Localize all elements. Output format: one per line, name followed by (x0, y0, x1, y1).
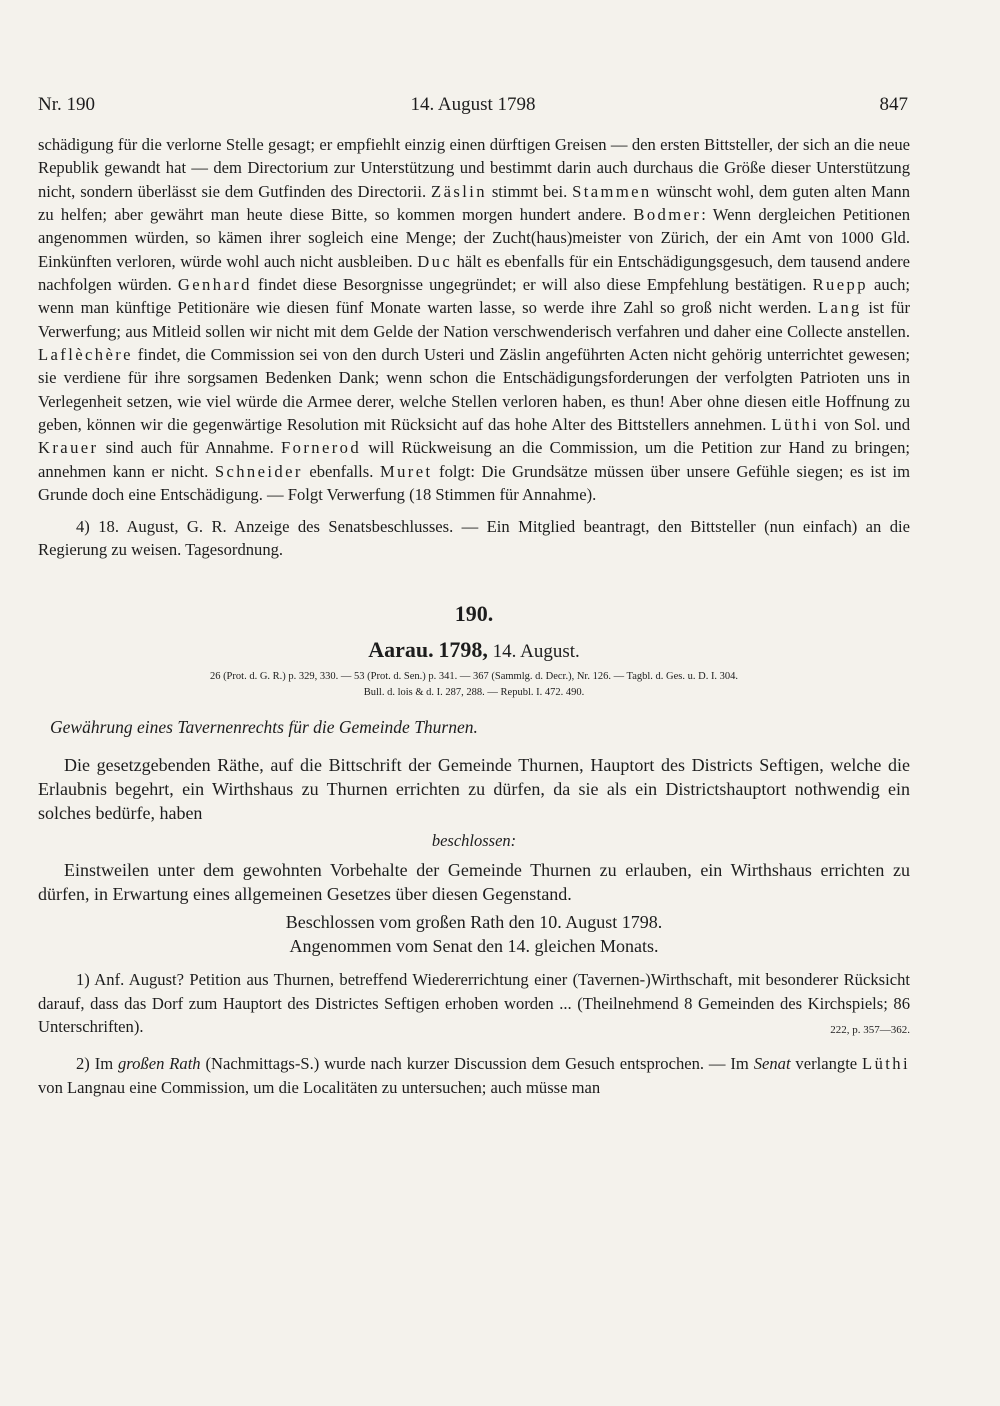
debate-text: will Rückweisung an die Commission, um die Petition zur Hand zu bringen; annehmen kann er nicht. (38, 438, 910, 481)
italic-term: großen Rath (118, 1054, 201, 1074)
debate-text: ist für Verwerfung; aus Mitleid sollen wir nicht mit dem Gelde der Nation verschwenderisch verfahren und daher eine Collecte anstellen. (38, 298, 910, 341)
speaker-name: Fornerod (281, 438, 362, 458)
debate-text: folgt: Die Grundsätze müssen über unsere Gefühle siegen; es ist im Grunde doch eine Entschädigung. — Folgt Verwerfung (18 Stimmen für Annahme). (38, 461, 910, 505)
note-text: verlangte (790, 1054, 863, 1074)
footnote-1-text: 1) Anf. August? Petition aus Thurnen, betreffend Wiedererrichtung einer (Tavernen-)Wirthschaft, mit besonderer Rücksicht darauf, dass das Dorf zum Hauptort des Districtes Seftigen erhoben worden ... (Theilnehmend 8 Gemeinden des Kirchspiels; 86 Unterschriften). (38, 970, 910, 1036)
footnote-2 (38, 1052, 910, 1099)
debate-text: von Sol. und (819, 415, 910, 435)
document-number: 190. (454, 601, 494, 627)
debate-text: sind auch für Annahme. (98, 438, 282, 458)
debate-text: schädigung für die verlorne Stelle gesagt; er empfiehlt einzig einen dürftigen Greisen — den ersten Bittsteller, der sich an die neue Republik gewandt hat — dem Directorium zur Unterstützung und bestimmt darin auch durchaus die Größe dieser Unterstützung nicht, sondern überlässt sie dem Gutfinden des Directorii. (38, 135, 910, 201)
passed-great-council: Beschlossen vom großen Rath den 10. August 1798. (285, 912, 663, 933)
note-item-4: 4) 18. August, G. R. Anzeige des Senatsbeschlusses. — Ein Mitglied beantragt, den Bittsteller (nun einfach) an die Regierung zu weisen. Tagesordnung. (38, 516, 910, 559)
speaker-name: Genhard (177, 275, 252, 295)
source-references (38, 669, 910, 701)
speaker-name: Ruepp (812, 275, 868, 295)
debate-text: stimmt bei. (486, 181, 573, 201)
speaker-name: Muret (379, 461, 433, 481)
speaker-name: Duc (417, 251, 453, 271)
debate-text: findet diese Besorgnisse ungegründet; er will also diese Empfehlung bestätigen. (251, 275, 813, 295)
speaker-name: Laflèchère (38, 345, 133, 365)
debate-text: auch; wenn man künftige Petitionäre wie diesen fünf Monate warten lasse, so werde ihre Zahl so groß nicht werden. (38, 275, 910, 318)
document-number-header: Nr. 190 (38, 94, 95, 115)
year: 1798, (438, 637, 488, 663)
note-text: (Nachmittags-S.) wurde nach kurzer Discussion dem Gesuch entsprochen. — Im (200, 1054, 754, 1074)
debate-text: findet, die Commission sei von den durch Usteri und Zäslin angeführten Acten nicht gehörig unterrichtet gewesen; sie verdiene für ihre sorgsamen Bedenken Dank; wenn schon die Entschädigungsforderungen der verfolgten Patrioten uns in Verlegenheit setzen, wie viel würde die Armee derer, welche Stellen verloren haben, es thun! Aber ohne diesen eitle Hoffnung zu geben, können wir die gegenwärtige Resolution mit Rücksicht auf das hohe Alter des Bittstellers annehmen. (38, 345, 910, 435)
decree-preamble: Die gesetzgebenden Räthe, auf die Bittschrift der Gemeinde Thurnen, Hauptort des Districts Seftigen, welche die Erlaubnis begehrt, ein Wirthshaus zu Thurnen errichten zu dürfen, da sie als ein Districtshauptort nothwendig ein solches bedürfe, haben (38, 755, 910, 824)
debate-text: : Wenn dergleichen Petitionen angenommen würden, so kämen ihrer sogleich eine Menge; der Zucht(haus)meister von Zürich, der ein Amt von 1000 Gld. Einkünften verloren, würde wohl auch nicht ausbleiben. (38, 205, 910, 271)
footnote-1-reference: 222, p. 357—362. (830, 1023, 910, 1036)
page-body (38, 133, 910, 1099)
running-header (38, 94, 908, 118)
decree-decision: Einstweilen unter dem gewohnten Vorbehalte der Gemeinde Thurnen zu erlauben, ein Wirthshaus errichten zu dürfen, in Erwartung eines allgemeinen Gesetzes über diesen Gegenstand. (38, 860, 910, 905)
speaker-name: Krauer (38, 438, 99, 458)
resolved-heading: beschlossen: (431, 831, 517, 851)
source-line-2: Bull. d. lois & d. I. 287, 288. — Republ. I. 472. 490. (363, 687, 585, 699)
place-name: Aarau. (368, 637, 434, 663)
speaker-name: Lüthi (771, 415, 820, 435)
speaker-name: Lang (818, 298, 862, 318)
debate-paragraph (38, 133, 910, 507)
speaker-name: Bodmer (633, 205, 702, 225)
speaker-name: Schneider (214, 461, 303, 481)
document-dateline (38, 637, 910, 665)
speaker-name: Stammen (572, 181, 652, 201)
footnote-1 (38, 968, 910, 1042)
note-text: von Langnau eine Commission, um die Localitäten zu untersuchen; auch müsse man (38, 1077, 601, 1097)
debate-text: ebenfalls. (302, 461, 380, 481)
page-number: 847 (879, 94, 908, 115)
debate-text: wünscht wohl, dem guten alten Mann zu helfen; aber gewährt man heute diese Bitte, so kommen morgen hundert andere. (38, 181, 911, 225)
speaker-name: Zäslin (431, 181, 487, 201)
document-title: Gewährung eines Tavernenrechts für die Gemeinde Thurnen. (50, 717, 478, 738)
italic-term: Senat (753, 1054, 791, 1074)
source-line-1: 26 (Prot. d. G. R.) p. 329, 330. — 53 (Prot. d. Sen.) p. 341. — 367 (Sammlg. d. Decr.), Nr. 126. — Tagbl. d. Ges. u. D. I. 304. (209, 671, 739, 683)
header-date: 14. August 1798 (410, 94, 536, 115)
debate-text: hält es ebenfalls für ein Entschädigungsgesuch, dem tausend andere nachfolgen würden. (38, 251, 910, 295)
date: 14. August. (492, 641, 580, 663)
note-text: 2) Im (76, 1054, 118, 1074)
accepted-senate: Angenommen vom Senat den 14. gleichen Monats. (289, 936, 659, 957)
speaker-name: Lüthi (862, 1054, 910, 1074)
